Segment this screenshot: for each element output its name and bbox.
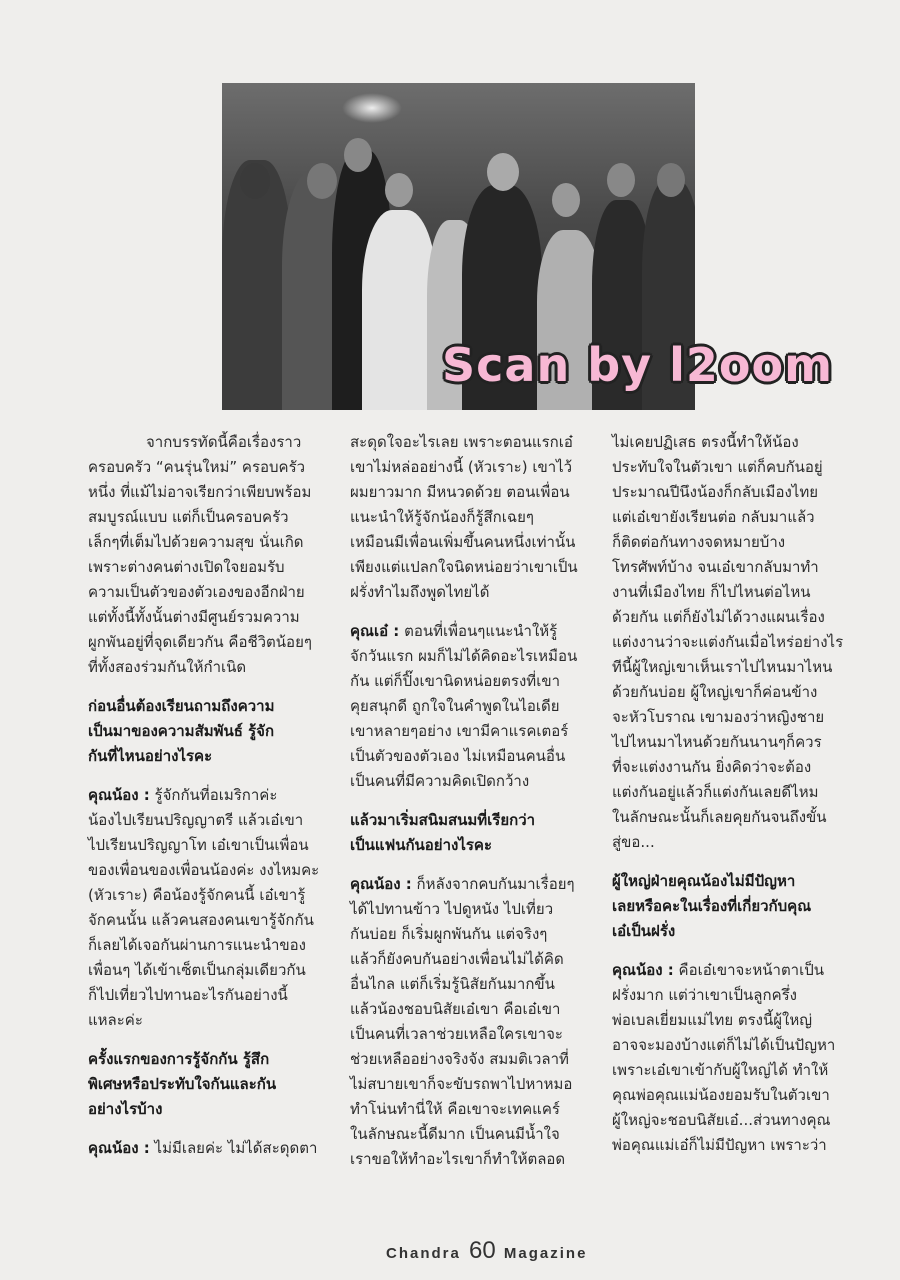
- line-text: พ่อคุณแม่เอ๋ก็ไม่มีปัญหา เพราะว่า: [612, 1136, 827, 1154]
- line-text: แล้วน้องชอบนิสัยเอ๋เขา คือเอ๋เขา: [350, 1000, 561, 1018]
- text-line: [612, 530, 860, 555]
- text-line: [350, 808, 598, 833]
- line-text: โทรศัพท์บ้าง จนเอ๋เขากลับมาทำ: [612, 558, 819, 576]
- chandelier: [342, 93, 402, 123]
- text-line: [612, 630, 860, 655]
- line-text: แต่งกันอยู่แล้วก็แต่งกันเลยดีไหม: [612, 783, 819, 801]
- line-text: ด้วยกัน แต่ก็ยังไม่ได้วางแผนเรื่อง: [612, 608, 825, 626]
- line-text: แล้วก็ยังคบกันอย่างเพื่อนไม่ได้คิด: [350, 950, 564, 968]
- intro-paragraph: [88, 430, 336, 680]
- line-text: กันบ่อย ก็เริ่มผูกพันกัน แต่จริงๆ: [350, 925, 548, 943]
- text-line: [88, 605, 336, 630]
- answer-paragraph: [612, 958, 860, 1158]
- line-text: เลยหรือคะในเรื่องที่เกี่ยวกับคุณ: [612, 897, 812, 915]
- line-text: ตอนที่เพื่อนๆแนะนำให้รู้: [404, 622, 558, 640]
- line-text: ฝรั่งทำไมถึงพูดไทยได้: [350, 583, 490, 601]
- answer-paragraph: [350, 619, 598, 794]
- line-text: ก่อนอื่นต้องเรียนถามถึงความ: [88, 697, 275, 715]
- line-text: จากบรรทัดนี้คือเรื่องราว: [146, 433, 302, 451]
- text-line: [350, 694, 598, 719]
- column-3: [612, 430, 860, 1172]
- line-text: เพราะต่างคนต่างเปิดใจยอมรับ: [88, 558, 285, 576]
- text-line: [350, 833, 598, 858]
- line-text: งานที่เมืองไทย ก็ไปไหนต่อไหน: [612, 583, 811, 601]
- line-text: ก็ไปเที่ยวไปทานอะไรกันอย่างนี้: [88, 986, 288, 1004]
- text-line: [612, 780, 860, 805]
- face: [344, 138, 372, 172]
- line-text: เขาหลายๆอย่าง เขามีคาแรคเตอร์: [350, 722, 569, 740]
- page-footer: [386, 1238, 587, 1267]
- line-text: ก็หลังจากคบกันมาเรื่อยๆ: [416, 875, 575, 893]
- line-text: อาจจะมองบ้างแต่ก็ไม่ได้เป็นปัญหา: [612, 1036, 836, 1054]
- line-text: แนะนำให้รู้จักน้องก็รู้สึกเฉยๆ: [350, 508, 534, 526]
- line-text: (หัวเราะ) คือน้องรู้จักคนนี้ เอ๋เขารู้: [88, 886, 306, 904]
- text-line: [612, 480, 860, 505]
- line-text: ผมยาวมาก มีหนวดด้วย ตอนเพื่อน: [350, 483, 570, 501]
- face: [552, 183, 580, 217]
- text-line: [612, 869, 860, 894]
- text-line: [612, 1133, 860, 1158]
- text-line: [350, 1022, 598, 1047]
- text-line: [350, 1097, 598, 1122]
- line-text: เป็นตัวของตัวเอง ไม่เหมือนคนอื่น: [350, 747, 566, 765]
- face: [487, 153, 519, 191]
- bride: [362, 210, 437, 410]
- line-text: เอ๋เป็นฝรั่ง: [612, 922, 676, 940]
- text-line: [612, 755, 860, 780]
- line-text: ก็เลยได้เจอกันผ่านการแนะนำของ: [88, 936, 307, 954]
- text-line: [350, 997, 598, 1022]
- line-text: ผู้ใหญ่ฝ่ายคุณน้องไม่มีปัญหา: [612, 872, 796, 890]
- text-line: [350, 1122, 598, 1147]
- text-line: [612, 1033, 860, 1058]
- line-text: แต่งงานว่าจะแต่งกันเมื่อไหร่อย่างไร: [612, 633, 844, 651]
- text-line: [350, 1047, 598, 1072]
- text-line: [612, 580, 860, 605]
- line-text: เป็นคนที่เวลาช่วยเหลือใครเขาจะ: [350, 1025, 563, 1043]
- line-text: คือเอ๋เขาจะหน้าตาเป็น: [678, 961, 825, 979]
- speaker-label: คุณน้อง :: [88, 1139, 150, 1157]
- line-text: เป็นมาของความสัมพันธ์ รู้จัก: [88, 722, 275, 740]
- text-line: [612, 680, 860, 705]
- line-text: ครั้งแรกของการรู้จักกัน รู้สึก: [88, 1050, 270, 1068]
- face: [240, 163, 270, 199]
- text-line: [612, 430, 860, 455]
- text-line: [612, 555, 860, 580]
- line-text: กัน แต่ก็ปิ๊งเขานิดหน่อยตรงที่เขา: [350, 672, 560, 690]
- text-line: [350, 719, 598, 744]
- answer-paragraph: [350, 872, 598, 1172]
- text-line: [350, 619, 598, 644]
- text-line: [350, 644, 598, 669]
- text-line: [612, 983, 860, 1008]
- line-text: ที่จะแต่งงานกัน ยิ่งคิดว่าจะต้อง: [612, 758, 812, 776]
- text-line: [88, 883, 336, 908]
- text-line: [612, 455, 860, 480]
- text-line: [88, 958, 336, 983]
- text-line: [350, 1147, 598, 1172]
- line-text: ประทับใจในตัวเขา แต่ก็คบกันอยู่: [612, 458, 823, 476]
- text-line: [88, 1097, 336, 1122]
- text-line: [350, 455, 598, 480]
- text-line: [88, 719, 336, 744]
- text-line: [88, 455, 336, 480]
- line-text: ไปเรียนปริญญาโท เอ๋เขาเป็นเพื่อน: [88, 836, 309, 854]
- line-text: ไม่เคยปฏิเสธ ตรงนี้ทำให้น้อง: [612, 433, 799, 451]
- text-line: [350, 480, 598, 505]
- text-line: [612, 919, 860, 944]
- speaker-label: คุณน้อง :: [350, 875, 412, 893]
- line-text: ผูกพันอยู่ที่จุดเดียวกัน คือชีวิตน้อยๆ: [88, 633, 312, 651]
- text-line: [88, 1008, 336, 1033]
- text-line: [88, 908, 336, 933]
- text-line: [88, 505, 336, 530]
- text-line: [612, 730, 860, 755]
- question-heading: [612, 869, 860, 944]
- line-text: กันที่ไหนอย่างไรคะ: [88, 747, 213, 765]
- text-line: [88, 983, 336, 1008]
- text-line: [612, 958, 860, 983]
- text-line: [350, 1072, 598, 1097]
- line-text: ในลักษณะนี้ดีมาก เป็นคนมีน้ำใจ: [350, 1125, 560, 1143]
- text-line: [612, 894, 860, 919]
- scan-watermark: Scan by l2oom: [442, 338, 834, 392]
- line-text: อย่างไรบ้าง: [88, 1100, 163, 1118]
- magazine-name-right: Magazine: [503, 1245, 588, 1262]
- question-heading: [88, 1047, 336, 1122]
- line-text: จักวันแรก ผมก็ไม่ได้คิดอะไรเหมือน: [350, 647, 578, 665]
- line-text: พ่อเบลเยี่ยมแม่ไทย ตรงนี้ผู้ใหญ่: [612, 1011, 813, 1029]
- line-text: คุยสนุกดี ถูกใจในคำพูดในไอเดีย: [350, 697, 560, 715]
- text-line: [350, 580, 598, 605]
- text-line: [88, 1047, 336, 1072]
- line-text: ด้วยกันบ่อย ผู้ใหญ่เขาก็ค่อนข้าง: [612, 683, 818, 701]
- question-heading: [350, 808, 598, 858]
- line-text: ผู้ใหญ่จะชอบนิสัยเอ๋...ส่วนทางคุณ: [612, 1111, 831, 1129]
- line-text: ในลักษณะนั้นก็เลยคุยกันจนถึงขั้น: [612, 808, 827, 826]
- text-line: [612, 1058, 860, 1083]
- text-line: [612, 1008, 860, 1033]
- line-text: เพื่อนๆ ได้เข้าเซ็ตเป็นกลุ่มเดียวกัน: [88, 961, 306, 979]
- line-text: จะหัวโบราณ เขามองว่าหญิงชาย: [612, 708, 825, 726]
- line-text: น้องไปเรียนปริญญาตรี แล้วเอ๋เขา: [88, 811, 304, 829]
- line-text: ได้ไปทานข้าว ไปดูหนัง ไปเที่ยว: [350, 900, 554, 918]
- text-line: [612, 1108, 860, 1133]
- face: [307, 163, 337, 199]
- text-line: [350, 769, 598, 794]
- line-text: รู้จักกันที่อเมริกาค่ะ: [154, 786, 278, 804]
- text-line: [612, 605, 860, 630]
- text-line: [88, 655, 336, 680]
- text-line: [612, 705, 860, 730]
- face: [607, 163, 635, 197]
- answer-paragraph: [350, 430, 598, 605]
- line-text: เพราะเอ๋เขาเข้ากับผู้ใหญ่ได้ ทำให้: [612, 1061, 829, 1079]
- column-1: [88, 430, 336, 1175]
- text-line: [350, 744, 598, 769]
- text-line: [88, 530, 336, 555]
- text-line: [350, 972, 598, 997]
- answer-paragraph: [88, 1136, 336, 1161]
- text-line: [88, 783, 336, 808]
- magazine-name-left: Chandra: [386, 1245, 461, 1262]
- answer-paragraph: [612, 430, 860, 855]
- text-line: [88, 630, 336, 655]
- line-text: จักคนนั้น แล้วคนสองคนเขารู้จักกัน: [88, 911, 314, 929]
- text-line: [88, 808, 336, 833]
- line-text: ประมาณปีนึงน้องก็กลับเมืองไทย: [612, 483, 818, 501]
- text-line: [612, 1083, 860, 1108]
- line-text: แหละค่ะ: [88, 1011, 143, 1029]
- line-text: เราขอให้ทำอะไรเขาก็ทำให้ตลอด: [350, 1150, 566, 1168]
- text-line: [350, 505, 598, 530]
- text-line: [88, 480, 336, 505]
- text-line: [88, 555, 336, 580]
- line-text: เหมือนมีเพื่อนเพิ่มขึ้นคนหนึ่งเท่านั้น: [350, 533, 576, 551]
- line-text: ทีนี้ผู้ใหญ่เขาเห็นเราไปไหนมาไหน: [612, 658, 833, 676]
- text-line: [88, 580, 336, 605]
- text-line: [88, 858, 336, 883]
- text-line: [612, 830, 860, 855]
- text-line: [350, 922, 598, 947]
- text-line: [612, 805, 860, 830]
- answer-paragraph: [88, 783, 336, 1033]
- face: [385, 173, 413, 207]
- line-text: ความเป็นตัวของตัวเองของอีกฝ่าย: [88, 583, 305, 601]
- text-line: [350, 555, 598, 580]
- text-line: [88, 833, 336, 858]
- question-heading: [88, 694, 336, 769]
- text-line: [88, 933, 336, 958]
- line-text: อื่นไกล แต่ก็เริ่มรู้นิสัยกันมากขึ้น: [350, 975, 555, 993]
- text-line: [88, 694, 336, 719]
- line-text: ฝรั่งมาก แต่ว่าเขาเป็นลูกครึ่ง: [612, 986, 797, 1004]
- line-text: ทำโน่นทำนี่ให้ คือเขาจะเทคแคร์: [350, 1100, 560, 1118]
- line-text: สะดุดใจอะไรเลย เพราะตอนแรกเอ๋: [350, 433, 573, 451]
- line-text: ของเพื่อนของเพื่อนน้องค่ะ งงไหมคะ: [88, 861, 320, 879]
- line-text: ก็ติดต่อกันทางจดหมายบ้าง: [612, 533, 786, 551]
- text-line: [350, 430, 598, 455]
- text-line: [350, 669, 598, 694]
- text-line: [350, 947, 598, 972]
- face: [657, 163, 685, 197]
- line-text: เขาไม่หล่ออย่างนี้ (หัวเราะ) เขาไว้: [350, 458, 573, 476]
- speaker-label: คุณน้อง :: [612, 961, 674, 979]
- text-line: [88, 1136, 336, 1161]
- text-line: [612, 505, 860, 530]
- line-text: สมบูรณ์แบบ แต่ก็เป็นครอบครัว: [88, 508, 289, 526]
- text-line: [350, 530, 598, 555]
- text-line: [88, 744, 336, 769]
- line-text: ช่วยเหลืออย่างจริงจัง สมมติเวลาที่: [350, 1050, 569, 1068]
- text-line: [350, 872, 598, 897]
- column-2: [350, 430, 598, 1186]
- line-text: เล็กๆที่เต็มไปด้วยความสุข นั่นเกิด: [88, 533, 304, 551]
- text-line: [612, 655, 860, 680]
- text-line: [350, 897, 598, 922]
- line-text: ไปไหนมาไหนด้วยกันนานๆก็ควร: [612, 733, 822, 751]
- line-text: ครอบครัว “คนรุ่นใหม่” ครอบครัว: [88, 458, 306, 476]
- line-text: แต่ทั้งนี้ทั้งนั้นต่างมีศูนย์รวมความ: [88, 608, 300, 626]
- line-text: ที่ทั้งสองร่วมกันให้กำเนิด: [88, 658, 247, 676]
- line-text: สู่ขอ...: [612, 833, 655, 851]
- line-text: เป็นคนที่มีความคิดเปิดกว้าง: [350, 772, 530, 790]
- line-text: แล้วมาเริ่มสนิมสนมที่เรียกว่า: [350, 811, 536, 829]
- text-line: [88, 430, 336, 455]
- text-line: [88, 1072, 336, 1097]
- speaker-label: คุณเอ๋ :: [350, 622, 400, 640]
- line-text: ไม่มีเลยค่ะ ไม่ได้สะดุดตา: [154, 1139, 318, 1157]
- line-text: คุณพ่อคุณแม่น้องยอมรับในตัวเขา: [612, 1086, 830, 1104]
- line-text: ไม่สบายเขาก็จะขับรถพาไปหาหมอ: [350, 1075, 573, 1093]
- line-text: พิเศษหรือประทับใจกันและกัน: [88, 1075, 277, 1093]
- line-text: แต่เอ๋เขายังเรียนต่อ กลับมาแล้ว: [612, 508, 815, 526]
- line-text: เพียงแต่แปลกใจนิดหน่อยว่าเขาเป็น: [350, 558, 578, 576]
- line-text: เป็นแฟนกันอย่างไรคะ: [350, 836, 493, 854]
- line-text: หนึ่ง ที่แม้ไม่อาจเรียกว่าเพียบพร้อม: [88, 483, 312, 501]
- page-number: 60: [469, 1237, 496, 1264]
- speaker-label: คุณน้อง :: [88, 786, 150, 804]
